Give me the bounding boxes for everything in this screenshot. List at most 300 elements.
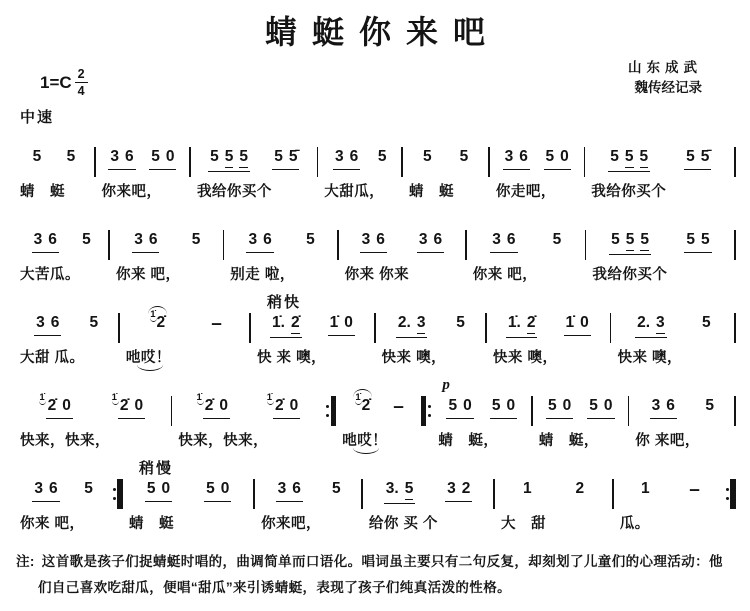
barline	[734, 230, 736, 260]
mark-spacer	[172, 378, 324, 395]
beamed-notes	[506, 313, 538, 338]
mark-spacer	[110, 212, 223, 229]
notes-row	[251, 312, 374, 342]
note: 5	[225, 147, 234, 168]
note: 5	[640, 230, 649, 251]
note: 3	[418, 231, 428, 248]
note: 0	[134, 397, 144, 414]
notes-row	[191, 146, 317, 176]
mark-spacer	[495, 461, 612, 478]
grace-note: 1̇	[355, 392, 361, 403]
beam-group	[609, 230, 651, 255]
notes-row	[495, 478, 612, 508]
mark-spacer	[403, 129, 488, 146]
lyric: 吔哎！	[336, 425, 420, 452]
note: 5	[702, 314, 711, 331]
note: 3	[277, 480, 287, 497]
beamed-notes	[273, 396, 300, 419]
measure	[120, 295, 249, 369]
grace-note: 1̇	[39, 392, 45, 403]
note: 5	[306, 231, 315, 248]
duration-dash: -	[688, 481, 701, 498]
beam-group	[635, 313, 667, 338]
measure	[172, 378, 324, 452]
tempo-marking: 中速	[20, 109, 55, 126]
notes-row	[255, 478, 361, 508]
note: 5	[146, 480, 156, 497]
note: 2	[575, 480, 585, 497]
beam-group	[384, 479, 416, 504]
note: 3	[335, 148, 344, 165]
note: 5	[640, 147, 649, 168]
beamed-notes	[32, 479, 59, 502]
mark-text: 稍快	[267, 294, 302, 311]
measure	[123, 461, 253, 535]
note: 0	[62, 397, 71, 414]
note: 5	[552, 231, 562, 248]
note: 5	[32, 148, 42, 165]
notes-row	[336, 392, 420, 425]
beam-group	[204, 479, 231, 502]
note: 5	[84, 480, 93, 497]
note: 5	[491, 397, 501, 414]
notes-row	[586, 229, 734, 259]
lyric: 我给你买个	[591, 184, 667, 200]
beam-group	[587, 396, 614, 419]
beamed-notes	[272, 147, 299, 170]
note: 0	[165, 148, 175, 165]
note: 3	[248, 231, 258, 248]
note: 3.	[385, 480, 399, 497]
note: 5	[82, 231, 91, 248]
system	[14, 295, 736, 369]
note: 5	[545, 148, 555, 165]
mark-spacer	[629, 378, 734, 395]
measure	[191, 129, 317, 203]
beam-group	[564, 313, 591, 336]
mark-spacer	[120, 295, 249, 312]
note: 5	[239, 147, 248, 168]
note: 5	[611, 231, 620, 248]
note: 2̇	[361, 397, 371, 414]
repeat-end-barline	[111, 479, 123, 509]
note: 0	[463, 397, 472, 414]
note: 6	[519, 148, 528, 165]
beamed-notes	[132, 230, 159, 253]
notes-row	[487, 312, 610, 342]
lyric: 你来 吧，	[20, 516, 85, 532]
notes-row	[96, 146, 190, 176]
note: 3	[417, 313, 426, 334]
repeat-dots	[428, 396, 431, 426]
tied-note-group	[355, 392, 371, 415]
note: 3	[33, 231, 43, 248]
beamed-notes	[684, 230, 711, 253]
mark-spacer	[467, 212, 585, 229]
measure	[533, 378, 628, 452]
note: 5	[331, 480, 341, 497]
note: 0	[580, 314, 589, 331]
beamed-notes	[270, 313, 302, 338]
beam-group	[684, 230, 711, 253]
beam-group	[246, 230, 273, 253]
beam-group	[333, 147, 360, 170]
note: 3	[110, 148, 119, 165]
lyric: 你来吧，	[101, 184, 162, 200]
beamed-notes	[32, 230, 59, 253]
note: 3	[651, 397, 661, 414]
beam-group	[546, 396, 573, 419]
mark-spacer	[224, 212, 337, 229]
mark-spacer	[614, 461, 725, 478]
beamed-notes	[328, 313, 355, 336]
mark-spacer	[14, 461, 111, 478]
beamed-notes	[490, 396, 517, 419]
notes-row	[14, 229, 108, 259]
measure	[14, 378, 171, 452]
beamed-notes	[204, 479, 231, 502]
repeat-start-barline	[421, 396, 433, 426]
barline	[734, 147, 736, 177]
note: 5	[89, 314, 99, 331]
beamed-notes	[118, 396, 145, 419]
measure	[96, 129, 190, 203]
note: 5	[547, 397, 557, 414]
lyric: 快 来 噢，	[257, 350, 327, 366]
note: 5	[191, 231, 201, 248]
beamed-notes	[650, 396, 677, 419]
note: 1̇.	[272, 314, 285, 331]
notes-row	[432, 395, 531, 425]
beamed-notes	[684, 147, 711, 170]
beamed-notes	[203, 396, 230, 419]
lyric: 大甜 瓜。	[20, 350, 85, 366]
notes-row	[611, 312, 734, 342]
note: 5	[459, 148, 469, 165]
key-tonic: 1=C	[40, 72, 72, 92]
measure	[487, 295, 610, 369]
note: 3	[504, 148, 514, 165]
notes-row	[585, 146, 734, 176]
note: 0	[289, 397, 299, 414]
measure	[14, 461, 111, 535]
measure	[611, 295, 734, 369]
notes-row	[172, 392, 324, 425]
measure	[403, 129, 488, 203]
mark-spacer	[14, 378, 171, 395]
measure	[110, 212, 223, 286]
beam-group	[276, 479, 303, 502]
notes-row	[14, 392, 171, 425]
beamed-notes	[564, 313, 591, 336]
note: 5̄	[288, 148, 298, 165]
note: 5	[705, 397, 715, 414]
barline	[734, 313, 736, 343]
mark-spacer	[339, 212, 466, 229]
mark-spacer	[14, 212, 108, 229]
repeat-dots	[326, 396, 329, 426]
meter-denominator: 4	[77, 83, 85, 98]
beam-group	[266, 392, 301, 419]
beamed-notes	[396, 313, 428, 338]
measure	[629, 378, 734, 452]
lyric: 快来 噢，	[492, 350, 558, 366]
note: 5	[422, 148, 432, 165]
system	[14, 378, 736, 452]
note: 0	[506, 397, 516, 414]
note: 0	[560, 148, 569, 165]
beamed-notes	[635, 313, 667, 338]
beam-group	[34, 313, 61, 336]
mark-spacer	[96, 129, 190, 146]
mark-spacer	[487, 295, 610, 312]
grace-note: 1̇	[196, 392, 202, 403]
note: 1̇.	[507, 314, 521, 331]
beamed-notes	[360, 230, 387, 253]
mark-spacer	[14, 295, 118, 312]
dynamic-mark	[432, 378, 531, 395]
grace-note: 1̇	[266, 392, 272, 403]
mark-spacer	[318, 129, 401, 146]
notes-row	[14, 146, 94, 176]
lyric: 大 甜	[500, 516, 546, 532]
key-signature	[40, 68, 88, 97]
beam-group	[111, 392, 146, 419]
beam-group	[39, 392, 73, 419]
measure	[14, 212, 108, 286]
lyric: 快来 噢，	[381, 350, 447, 366]
measure	[490, 129, 584, 203]
beam-group	[650, 396, 677, 419]
beam-group	[32, 230, 59, 253]
beamed-notes	[587, 396, 614, 419]
note: 5	[377, 148, 387, 165]
song-title: 蜻蜓你来吧	[264, 14, 500, 50]
measure	[363, 461, 493, 535]
lyric: 蜻 蜓	[20, 184, 65, 200]
note: 1̇	[565, 314, 575, 331]
barline	[734, 396, 736, 426]
note: 6	[263, 231, 272, 248]
measure	[495, 461, 612, 535]
notes-row	[123, 478, 253, 508]
beamed-notes	[608, 147, 650, 172]
beamed-notes	[34, 313, 61, 336]
note: 6	[148, 231, 158, 248]
grace-note: 1̇	[111, 392, 117, 403]
duration-dash: -	[210, 315, 223, 332]
note: 0	[219, 397, 229, 414]
beam-group	[396, 313, 428, 338]
system	[14, 461, 736, 535]
mark-spacer	[255, 461, 361, 478]
note: 2.	[397, 314, 411, 331]
beam-group	[506, 313, 538, 338]
mark-spacer	[336, 378, 420, 395]
notes-row	[376, 312, 486, 342]
note: 5	[210, 148, 219, 165]
measure	[14, 295, 118, 369]
repeat-dots	[113, 479, 116, 509]
measure	[339, 212, 466, 286]
note: 6	[349, 148, 359, 165]
note: 2̇	[204, 397, 214, 414]
note: 3	[36, 314, 45, 331]
lyric: 你来 吧，	[472, 267, 538, 283]
beamed-notes	[145, 479, 172, 502]
note: 5	[626, 230, 635, 251]
lyric: 你 来吧，	[635, 433, 700, 449]
note: 5	[405, 479, 414, 500]
mark-spacer	[490, 129, 584, 146]
note: 2̇	[47, 397, 57, 414]
beam-group	[272, 147, 299, 170]
beam-group	[544, 147, 571, 170]
note: 6	[506, 231, 516, 248]
note: 5	[625, 147, 634, 168]
beam-group	[196, 392, 231, 419]
beamed-notes	[46, 396, 73, 419]
note: 6	[666, 397, 675, 414]
notes-row	[224, 229, 337, 259]
measure	[585, 129, 734, 203]
system	[14, 129, 736, 203]
beamed-notes	[246, 230, 273, 253]
note: 2̇	[274, 397, 284, 414]
lyric: 蜻 蜓，	[538, 433, 599, 449]
note: 6	[48, 480, 58, 497]
note: 6	[292, 480, 301, 497]
beam-group	[417, 230, 444, 253]
beamed-notes	[208, 147, 250, 172]
system	[14, 212, 736, 286]
note: 3	[656, 313, 665, 334]
beamed-notes	[417, 230, 444, 253]
notes-row	[614, 478, 725, 508]
measure	[376, 295, 486, 369]
beamed-notes	[544, 147, 571, 170]
footnote-label: 注:	[16, 554, 35, 569]
note: 5	[448, 397, 458, 414]
notes-row	[533, 395, 628, 425]
note: 3	[34, 480, 43, 497]
duration-dash: -	[392, 398, 406, 415]
note: 0	[562, 397, 572, 414]
meter-numerator: 2	[75, 68, 88, 83]
notes-row	[629, 395, 734, 425]
note: 0	[344, 314, 353, 331]
notes-row	[363, 478, 493, 508]
notes-row	[403, 146, 488, 176]
beam-group	[149, 147, 176, 170]
tempo-change-mark	[251, 295, 374, 312]
beamed-notes	[384, 479, 416, 504]
notes-row	[318, 146, 401, 176]
lyric: 大苦瓜。	[20, 267, 80, 283]
beam-group	[132, 230, 159, 253]
notes-row	[120, 309, 249, 342]
beam-group	[446, 396, 473, 419]
measure	[255, 461, 361, 535]
note: 6	[376, 231, 385, 248]
mark-spacer	[376, 295, 486, 312]
measure	[318, 129, 401, 203]
note: 5	[274, 148, 283, 165]
measure	[251, 295, 374, 369]
credit-transcriber: 魏传经记录	[634, 80, 702, 96]
beam-group	[490, 230, 517, 253]
tied-note-group	[150, 309, 166, 332]
note: 5	[151, 148, 160, 165]
beam-group	[32, 479, 59, 502]
lyric: 蜻 蜓	[128, 516, 174, 532]
note: 2̇	[119, 397, 129, 414]
beam-group	[608, 147, 650, 172]
time-signature	[75, 68, 88, 97]
note: 3	[361, 231, 371, 248]
beamed-notes	[276, 479, 303, 502]
beam-group	[145, 479, 172, 502]
notes-row	[339, 229, 466, 259]
beamed-notes	[446, 396, 473, 419]
final-barline	[724, 479, 736, 509]
credits	[628, 58, 702, 99]
beam-group	[684, 147, 711, 170]
lyric: 快来，快来，	[178, 433, 269, 449]
score	[14, 129, 736, 535]
note: 3	[134, 231, 143, 248]
beam-group	[490, 396, 517, 419]
measure	[586, 212, 734, 286]
lyric: 大甜瓜，	[324, 184, 385, 200]
note: 6	[50, 314, 60, 331]
notes-row	[490, 146, 584, 176]
beamed-notes	[445, 479, 472, 502]
beam-group	[445, 479, 472, 502]
tempo-change-mark	[123, 461, 253, 478]
note: 2̇	[527, 313, 536, 334]
note: 6	[433, 231, 443, 248]
note: 2.	[637, 314, 651, 331]
measure	[432, 378, 531, 452]
lyric: 快来，快来，	[20, 433, 110, 449]
lyric: 别走 啦，	[230, 267, 295, 283]
lyric: 蜻 蜓，	[438, 433, 499, 449]
lyric: 你来 你来	[344, 267, 410, 283]
beam-group	[328, 313, 355, 336]
note: 5	[589, 397, 598, 414]
note: 5	[686, 231, 695, 248]
beam-group	[208, 147, 250, 172]
lyric: 瓜。	[619, 516, 650, 532]
beamed-notes	[546, 396, 573, 419]
note: 5	[701, 231, 710, 248]
mark-text: 稍慢	[138, 460, 173, 477]
lyric: 你来 吧，	[116, 267, 181, 283]
beamed-notes	[503, 147, 530, 170]
lyric: 给你 买 个	[368, 516, 438, 532]
mark-spacer	[363, 461, 493, 478]
note: 2	[461, 480, 471, 497]
measure	[336, 378, 420, 452]
note: 1	[640, 480, 650, 497]
notes-row	[110, 229, 223, 259]
lyric: 你来吧，	[261, 516, 322, 532]
lyric: 你走吧，	[495, 184, 556, 200]
beamed-notes	[609, 230, 651, 255]
footnote	[16, 549, 736, 602]
beamed-notes	[333, 147, 360, 170]
